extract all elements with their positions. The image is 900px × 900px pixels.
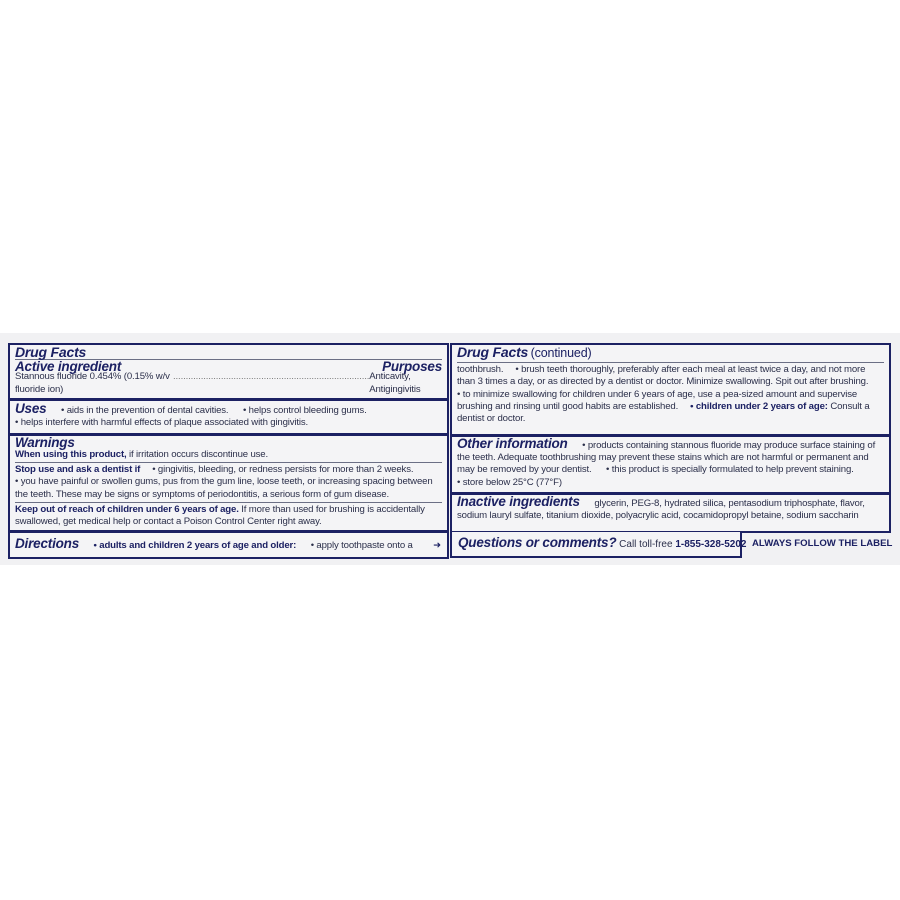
- always-follow-label: ALWAYS FOLLOW THE LABEL: [752, 538, 893, 549]
- active-ingredient-heading: Active ingredient: [15, 359, 122, 375]
- dot-leader: ..............................................................................: [173, 371, 370, 383]
- keep-out-warning: [15, 504, 442, 528]
- inactive-ingredients-section: [452, 495, 889, 531]
- other-info-item: • products containing stannous fluoride may produce surface staining of the teeth. Adequate toothbrushing may prevent these stains which are not harmful or permanent and may be removed by your dentist.: [457, 440, 876, 476]
- directions-continued-text: [457, 364, 884, 425]
- warnings-section: [10, 436, 447, 533]
- use-item: • helps control bleeding gums.: [242, 405, 367, 416]
- active-ingredient-section: [10, 345, 447, 401]
- use-item: • helps interfere with harmful effects of plaque associated with gingivitis.: [15, 417, 309, 429]
- directions-continued-section: [452, 345, 889, 437]
- keep-out-text: If more than used for brushing is accidentally swallowed, get medical help or contact a Poison Control Center right away.: [15, 503, 425, 528]
- directions-heading: Directions: [15, 536, 80, 551]
- directions-bold: • adults and children 2 years of age and older:: [93, 540, 297, 551]
- stop-use-warning: [15, 464, 442, 501]
- children-under-2-label: • children under 2 years of age:: [690, 400, 828, 412]
- divider: [457, 362, 884, 363]
- other-info-item: • this product is specially formulated to help prevent staining.: [606, 464, 854, 476]
- warnings-heading: Warnings: [15, 435, 75, 450]
- directions-text: • apply toothpaste onto a: [310, 540, 413, 551]
- keep-out-label: Keep out of reach of children under 6 years of age.: [15, 503, 239, 515]
- active-ingredient-row: [15, 371, 442, 395]
- purposes-text: Anticavity, Antigingivitis: [369, 371, 421, 395]
- when-using-warning: [15, 449, 442, 461]
- divider: [15, 502, 442, 503]
- other-info-item: • store below 25°C (77°F): [457, 476, 562, 488]
- stop-use-item: • gingivitis, bleeding, or redness persists for more than 2 weeks.: [152, 464, 414, 476]
- phone-number: 1-855-328-5202: [675, 539, 747, 550]
- purposes-heading: Purposes: [382, 359, 442, 375]
- stop-use-item: • you have painful or swollen gums, pus from the gum line, loose teeth, or increasing spacing between the teeth. These may be signs or symptoms of periodontitis, a serious form of gum disease.: [15, 476, 433, 500]
- continued-suffix: (continued): [530, 346, 592, 360]
- questions-text: Call toll-free: [619, 539, 673, 550]
- directions-item: • to minimize swallowing for children under 6 years of age, use a pea-sized amount and supervise brushing and rinsing until good habits are established.: [457, 388, 858, 412]
- uses-section: [10, 402, 447, 436]
- divider: [15, 462, 442, 463]
- drug-facts-panel: [8, 343, 449, 559]
- other-information-section: [452, 437, 889, 495]
- arrow-right-icon: ➜: [433, 540, 441, 551]
- continued-title: Drug Facts: [457, 344, 529, 360]
- inactive-ingredients-text: glycerin, PEG-8, hydrated silica, pentasodium triphosphate, flavor, sodium lauryl sulfate, titanium dioxide, polyacrylic acid, cocamidopropyl betaine, sodium saccharin: [457, 498, 865, 522]
- drug-facts-title: Drug Facts: [15, 344, 87, 360]
- uses-heading: Uses: [15, 401, 47, 416]
- questions-heading: Questions or comments?: [458, 535, 617, 550]
- continued-header: [457, 346, 884, 361]
- stop-use-label: Stop use and ask a dentist if: [15, 464, 141, 476]
- directions-item: Consult a dentist or doctor.: [457, 400, 870, 425]
- other-information-heading: Other information: [457, 436, 568, 451]
- use-item: • aids in the prevention of dental cavities.: [61, 405, 229, 416]
- when-using-text: if irritation occurs discontinue use.: [129, 449, 269, 460]
- active-ingredient-line: Stannous fluoride 0.454% (0.15% w/v fluoride ion): [15, 371, 170, 395]
- inactive-ingredients-heading: Inactive ingredients: [457, 494, 580, 509]
- directions-text: toothbrush.: [457, 364, 504, 376]
- directions-item: • brush teeth thoroughly, preferably after each meal at least twice a day, and not more than 3 times a day, or as directed by a dentist or doctor. Minimize swallowing. Spit out after brushing.: [457, 364, 869, 388]
- directions-section: [10, 535, 447, 559]
- when-using-label: When using this product,: [15, 449, 127, 460]
- questions-box: [450, 532, 747, 558]
- drug-facts-continued-panel: [450, 343, 891, 533]
